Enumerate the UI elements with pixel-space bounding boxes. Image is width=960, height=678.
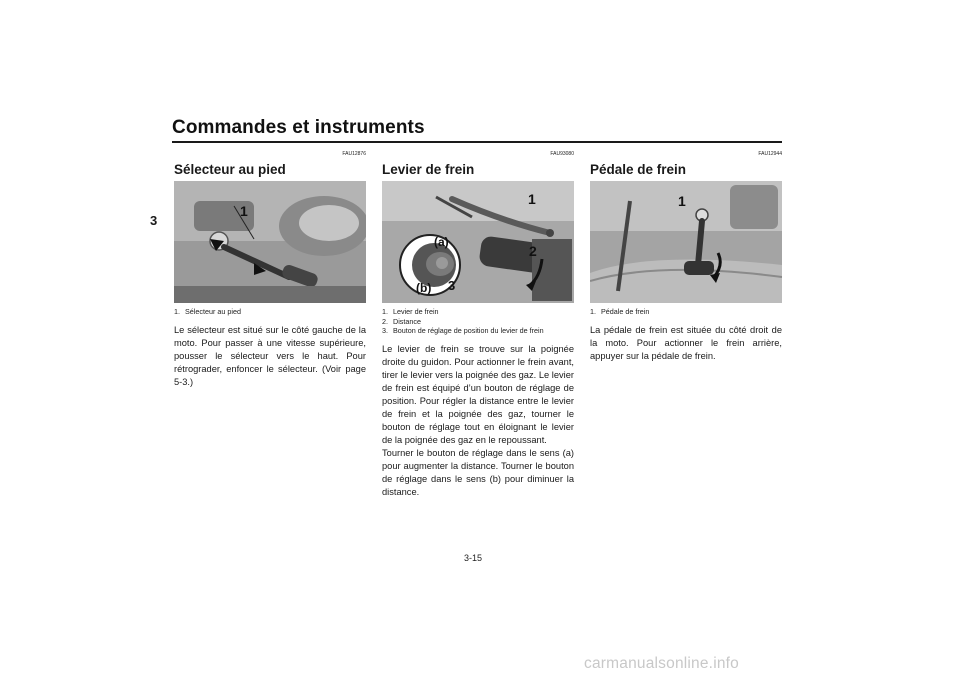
figure-brake-pedal (590, 181, 782, 303)
header-rule (172, 141, 782, 143)
section-brake-pedal (590, 146, 782, 363)
body-text: Le sélecteur est situé sur le côté gauche de la moto. Pour passer à une vitesse supérieure, pousser le sélecteur vers le haut. Pour rétrograder, enfoncer le sélecteur. (Voir page 5-3.) (174, 324, 366, 387)
legend-item: 2. Distance (382, 316, 421, 326)
section-title: Sélecteur au pied (174, 162, 286, 177)
section-code: FAU12876 (342, 151, 366, 157)
figure-brake-lever (382, 181, 574, 303)
callout-3: 3 (448, 278, 456, 293)
body-text: Le levier de frein se trouve sur la poignée droite du guidon. Pour actionner le frein avant, tirer le levier vers la poignée des gaz. Le levier de frein est équipé d’un bouton de réglage de position. Pour régler la distance entre le levier de frein et la poignée des gaz, tourner le bouton de réglage tout en éloignant le levier de la poignée des gaz en le repoussant. Tourner le bouton de réglage dans le sens (a) pour augmenter la distance. Tourner le bouton de réglage dans le sens (b) pour diminuer la distance. (382, 343, 574, 497)
body-text: La pédale de frein est située du côté droit de la moto. Pour actionner le frein arrière, appuyer sur la pédale de frein. (590, 324, 782, 361)
legend-item: 1. Levier de frein (382, 307, 439, 316)
watermark: carmanualsonline.info (584, 655, 739, 672)
section-title: Levier de frein (382, 162, 475, 177)
legend-item: 1. Pédale de frein (590, 307, 650, 316)
callout-direction-a: (a) (434, 235, 449, 249)
callout-direction-b: (b) (416, 281, 432, 295)
chapter-tab: 3 (150, 213, 158, 228)
callout-1: 1 (528, 191, 536, 207)
legend-item: 1. Sélecteur au pied (174, 307, 241, 316)
callout-2: 2 (529, 243, 537, 259)
figure-legend (174, 307, 366, 317)
callout-1: 1 (240, 203, 248, 219)
legend-item: 3. Bouton de réglage de position du levier de frein (382, 326, 544, 335)
section-code: FAU12944 (758, 151, 782, 157)
figure-shift-pedal (174, 181, 366, 303)
section-title: Pédale de frein (590, 162, 687, 177)
figure-legend (590, 307, 782, 317)
figure-legend (382, 307, 574, 336)
section-brake-lever (382, 146, 574, 499)
section-code: FAU93080 (550, 151, 574, 157)
page-title: Commandes et instruments (172, 117, 425, 138)
callout-1: 1 (678, 193, 686, 209)
page-number: 3-15 (464, 553, 483, 563)
section-foot-shift (174, 146, 366, 389)
